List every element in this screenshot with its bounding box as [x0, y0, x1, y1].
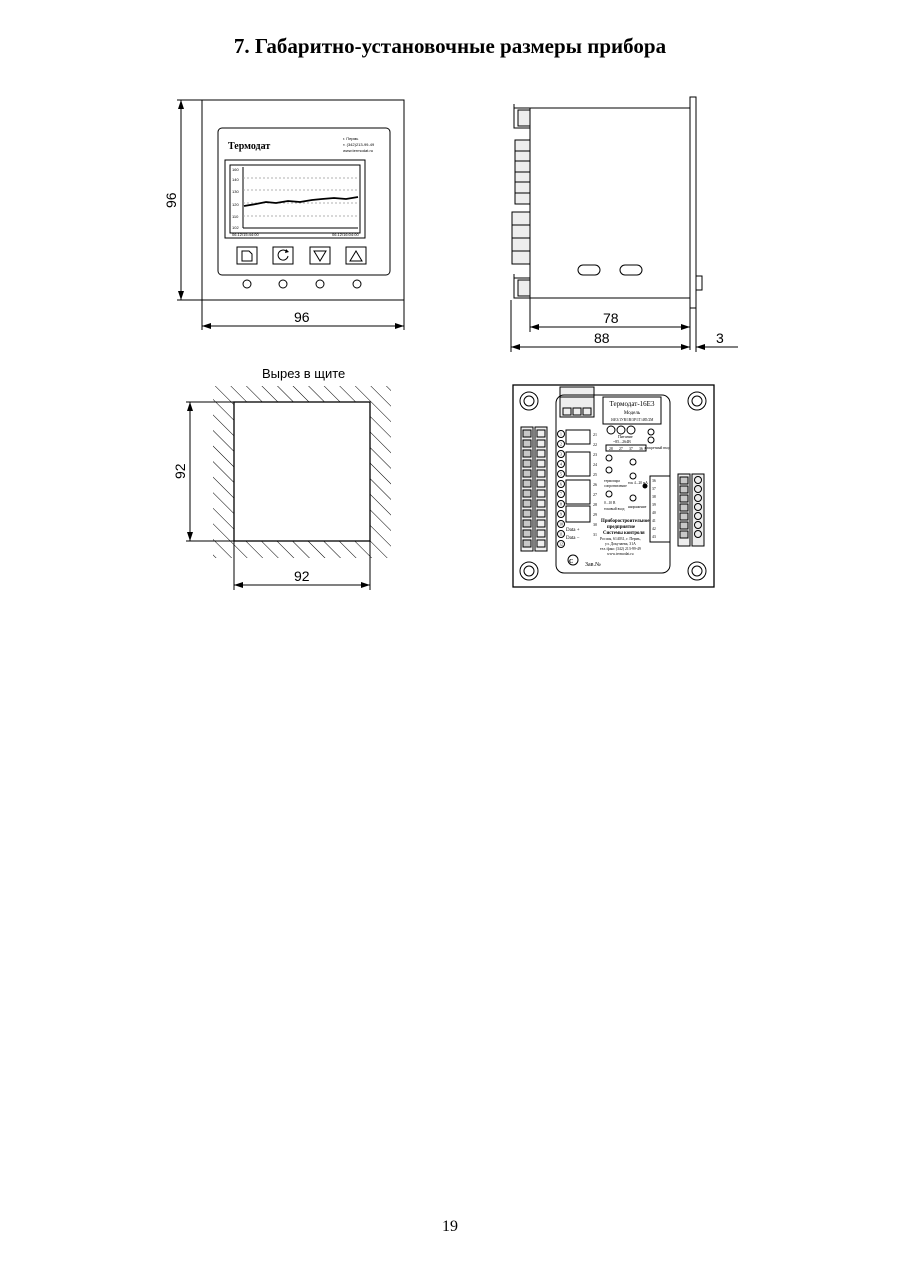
rear-maker-line: Приборостроительное [601, 519, 650, 524]
terminal-screw [680, 495, 688, 502]
rear-discrete-input: дискретный вход [644, 446, 671, 450]
rear-data-plus: Data + [566, 528, 580, 533]
left-pin: 4 [560, 462, 562, 467]
left-pin: 12 [559, 542, 563, 547]
rear-address: www.termodat.ru [607, 552, 634, 556]
rear-address: тел./факс (342) 213-99-49 [600, 547, 641, 551]
arrowhead [511, 344, 520, 350]
left-pin: 7 [560, 492, 562, 497]
down-triangle-icon [314, 251, 326, 261]
bolt-icon [688, 562, 706, 580]
indicator-led [316, 280, 324, 288]
sensor-terminal [630, 459, 636, 465]
mid-pin: 21 [593, 432, 597, 437]
discrete-terminal [648, 429, 654, 435]
rear-note: сопротивление [604, 484, 627, 488]
side-clip-screw [518, 280, 530, 296]
power-pin: 37 [629, 447, 633, 451]
mid-pin: 24 [593, 462, 597, 467]
rear-model-title: Термодат-16Е3 [609, 400, 655, 408]
right-pin-labels [650, 476, 670, 542]
mid-pin: 25 [593, 472, 597, 477]
arrowhead [530, 324, 539, 330]
side-slot [620, 265, 642, 275]
sensor-terminal [630, 473, 636, 479]
bolt-icon [688, 392, 706, 410]
rear-address: ул. Докучаева, 31А [605, 542, 636, 546]
dim-side-total: 88 [594, 330, 610, 346]
rear-note: 0...10 В [604, 501, 616, 505]
power-pin: 28 [609, 447, 613, 451]
terminal-screw [680, 504, 688, 511]
up-triangle-icon [350, 251, 362, 261]
terminal-screw [523, 490, 531, 497]
dim-side-flange: 3 [716, 330, 724, 346]
arrowhead [681, 344, 690, 350]
bolt-inner [692, 396, 702, 406]
cycle-arrow-icon [285, 249, 289, 253]
left-pin: 2 [560, 442, 562, 447]
right-pin-box [650, 476, 670, 542]
relay-box [566, 480, 590, 504]
front-city: г. Пермь [343, 136, 359, 141]
front-view [163, 100, 404, 330]
mid-pin: 27 [593, 492, 597, 497]
rear-view [513, 385, 714, 587]
dim-cutout-width: 92 [294, 568, 310, 584]
front-brand: Термодат [228, 141, 271, 152]
certification-letter: С [569, 559, 574, 565]
side-slot [578, 265, 600, 275]
cutout-view [172, 366, 391, 590]
rear-model-label: Модель [623, 411, 641, 416]
rear-address: Россия, 614031, г. Пермь, [600, 537, 641, 541]
right-pin: 43 [652, 535, 656, 539]
bolt-icon [520, 392, 538, 410]
front-website: www.termodat.ru [343, 148, 374, 153]
rear-note: токовый вход [604, 507, 625, 511]
terminal-screw [523, 450, 531, 457]
mid-pin: 26 [593, 482, 597, 487]
power-pin: 36 [639, 447, 643, 451]
right-pin: 40 [652, 511, 656, 515]
hatch-left [213, 386, 234, 558]
terminal-screw [680, 531, 688, 538]
bolt-icon [520, 562, 538, 580]
rear-note: термопара [604, 479, 620, 483]
indicator-led [353, 280, 361, 288]
terminal-screw [523, 530, 531, 537]
rear-data-minus: Data − [566, 536, 580, 541]
left-pin: 9 [560, 512, 562, 517]
hatch-right [370, 386, 391, 558]
left-pin: 6 [560, 482, 562, 487]
arrowhead [187, 402, 193, 411]
left-pin: 11 [559, 532, 563, 537]
mid-pin: 23 [593, 452, 597, 457]
dim-front-width: 96 [294, 309, 310, 325]
display-time-left: 06.12/15:44:00 [232, 232, 259, 237]
dim-side-body: 78 [603, 310, 619, 326]
terminal-screw [523, 470, 531, 477]
power-terminal [617, 426, 625, 434]
display-tick: 102 [232, 225, 239, 230]
left-pin: 8 [560, 502, 562, 507]
terminal-screw [523, 510, 531, 517]
arrowhead [187, 532, 193, 541]
display-tick: 120 [232, 202, 239, 207]
sensor-terminal [630, 495, 636, 501]
mid-pin: 29 [593, 512, 597, 517]
right-pin: 39 [652, 503, 656, 507]
arrowhead [681, 324, 690, 330]
indicator-led [279, 280, 287, 288]
arrowhead [395, 323, 404, 329]
front-key-cycle [273, 247, 293, 264]
side-view [511, 97, 738, 352]
arrowhead [361, 582, 370, 588]
page-icon [242, 251, 252, 261]
page-number: 19 [442, 1218, 458, 1235]
sensor-terminal [606, 491, 612, 497]
hatch-bottom [234, 541, 370, 558]
terminal-screw [523, 480, 531, 487]
bolt-inner [692, 566, 702, 576]
indicator-led [243, 280, 251, 288]
front-phone: т. (342)213-99-49 [343, 142, 375, 147]
mid-pin: 31 [593, 532, 597, 537]
mid-pin: 30 [593, 522, 597, 527]
bolt-inner [524, 396, 534, 406]
display-tick: 140 [232, 177, 239, 182]
terminal-screw [680, 522, 688, 529]
power-terminal [607, 426, 615, 434]
right-pin: 37 [652, 487, 656, 491]
rear-note: напряжение [628, 505, 647, 509]
bolt-inner [524, 566, 534, 576]
terminal-screw [680, 486, 688, 493]
display-tick: 110 [232, 214, 239, 219]
right-pin: 41 [652, 519, 656, 523]
right-pin: 36 [652, 479, 656, 483]
arrowhead [696, 344, 705, 350]
side-latch [696, 276, 702, 290]
left-pin-labels [558, 431, 565, 548]
display-time-right: 06.12/16:04:00 [332, 232, 359, 237]
arrowhead [178, 291, 184, 300]
sensor-terminal [606, 455, 612, 461]
left-pin: 3 [560, 452, 562, 457]
discrete-terminal [648, 437, 654, 443]
power-pin: 27 [619, 447, 623, 451]
left-pin: 10 [559, 522, 563, 527]
rear-maker-line: предприятие [607, 525, 635, 530]
side-body [530, 108, 690, 298]
schematic-box [566, 430, 590, 444]
page-title: 7. Габаритно-установочные размеры прибора [233, 34, 667, 58]
terminal-screw [523, 520, 531, 527]
arrowhead [202, 323, 211, 329]
left-pin: 5 [560, 472, 562, 477]
terminal-screw [523, 430, 531, 437]
side-clip-screw [518, 110, 530, 126]
display-tick: 130 [232, 189, 239, 194]
rear-order-label: Зав.№ [585, 562, 601, 568]
arrowhead [234, 582, 243, 588]
mid-pin-column [593, 432, 597, 537]
dim-front-height: 96 [163, 192, 179, 208]
relay-box [566, 506, 590, 522]
power-terminal [627, 426, 635, 434]
cutout-opening [234, 402, 370, 541]
rear-power-value: ~85...264В [613, 439, 631, 444]
top-connector [560, 387, 594, 417]
mid-pin: 22 [593, 442, 597, 447]
terminal-screw [523, 460, 531, 467]
front-panel-outline [202, 100, 404, 300]
hatch-top [234, 386, 370, 402]
arrowhead [178, 100, 184, 109]
relay-box [566, 452, 590, 476]
dim-cutout-height: 92 [172, 463, 188, 479]
rear-power-label: Питание [618, 434, 633, 439]
rear-note: ток 4...20 мА [628, 481, 648, 485]
right-pin: 42 [652, 527, 656, 531]
rear-maker-line: Системы контроля [603, 531, 645, 536]
terminal-screw [523, 540, 531, 547]
rear-model-code: 16Е3/1УВ/1В/3Р/1Т/485/2М [610, 418, 654, 422]
terminal-screw [523, 500, 531, 507]
left-pin: 1 [560, 432, 562, 437]
sensor-terminal [606, 467, 612, 473]
side-flange [690, 97, 696, 308]
display-tick: 160 [232, 167, 239, 172]
terminal-screw [523, 440, 531, 447]
display-trend-line [244, 197, 358, 206]
right-pin: 38 [652, 495, 656, 499]
mid-pin: 28 [593, 502, 597, 507]
cutout-label: Вырез в щите [262, 366, 346, 381]
terminal-screw [680, 477, 688, 484]
terminal-screw [680, 513, 688, 520]
